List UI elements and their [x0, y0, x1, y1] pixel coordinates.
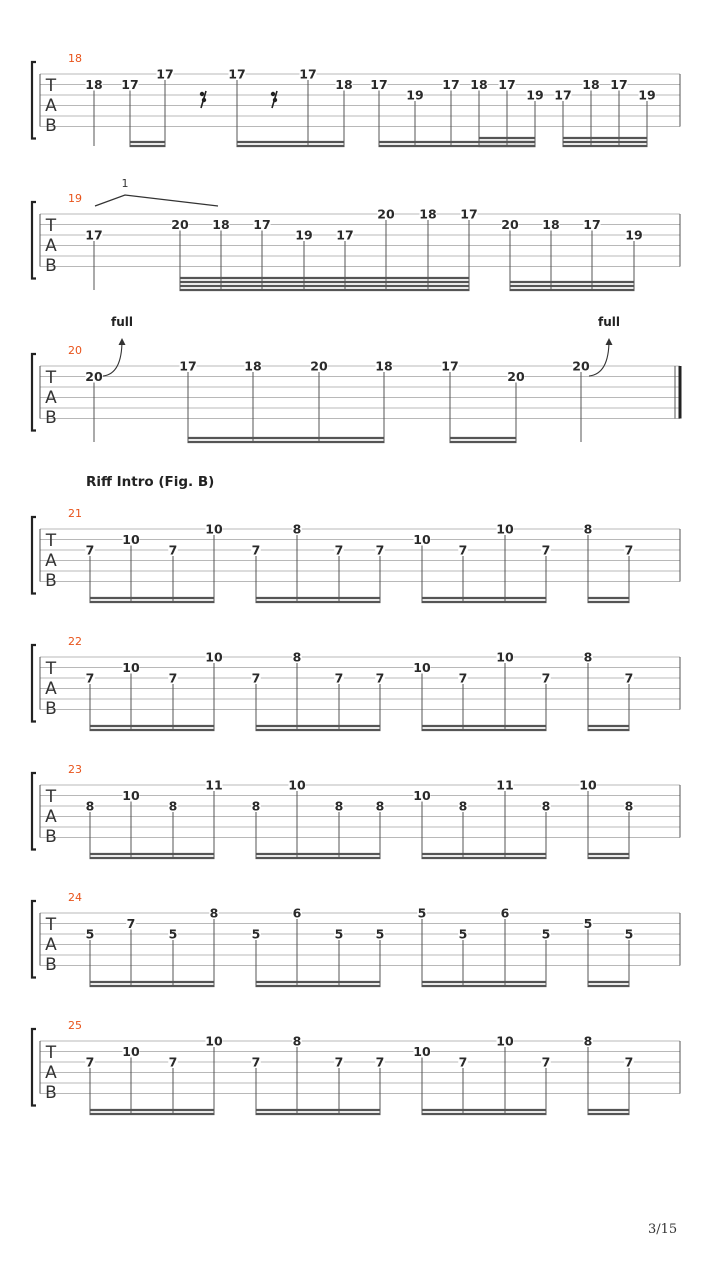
tab-system [32, 1019, 680, 1114]
page-number: 3/15 [648, 1222, 678, 1237]
fret-number: 7 [458, 1054, 468, 1070]
system-bracket [32, 773, 36, 850]
bend-curve [589, 340, 609, 376]
tuplet-number: 1 [121, 177, 129, 190]
measure-number: 25 [68, 1019, 82, 1032]
fret-number: 17 [583, 217, 601, 232]
tab-letter: A [45, 236, 57, 256]
fret-number: 7 [624, 1054, 634, 1070]
fret-number: 7 [126, 916, 136, 931]
fret-number: 10 [579, 777, 597, 793]
tab-system [32, 891, 680, 986]
fret-number: 7 [334, 1054, 344, 1070]
measure-number: 23 [68, 763, 82, 776]
fret-number: 5 [251, 926, 261, 942]
fret-number: 10 [496, 521, 514, 537]
fret-number: 10 [413, 660, 431, 675]
fret-number: 18 [85, 77, 103, 92]
fret-number: 7 [168, 542, 178, 558]
fret-number: 7 [541, 670, 551, 686]
fret-number: 10 [496, 1033, 514, 1049]
fret-number: 20 [171, 217, 189, 232]
fret-number: 19 [625, 227, 643, 243]
fret-number: 10 [413, 1044, 431, 1059]
fret-number: 5 [375, 926, 385, 942]
fret-number: 20 [501, 217, 519, 232]
fret-number: 7 [168, 1054, 178, 1070]
fret-number: 20 [377, 206, 395, 222]
fret-number: 10 [496, 649, 514, 665]
fret-number: 17 [179, 358, 197, 374]
tab-letter: A [45, 679, 57, 699]
fret-number: 17 [554, 87, 572, 103]
fret-number: 5 [168, 926, 178, 942]
fret-number: 7 [375, 542, 385, 558]
rest-dot [271, 92, 275, 96]
tab-letter: A [45, 96, 57, 116]
fret-number: 8 [334, 798, 344, 814]
fret-number: 20 [85, 369, 103, 384]
fret-number: 8 [583, 521, 593, 537]
tab-letter: B [45, 699, 57, 719]
fret-number: 10 [413, 532, 431, 547]
fret-number: 18 [470, 77, 488, 92]
fret-number: 7 [541, 1054, 551, 1070]
tab-letter: B [45, 827, 57, 847]
fret-number: 7 [458, 670, 468, 686]
bend-arrow [606, 338, 613, 345]
fret-number: 7 [85, 670, 95, 686]
system-bracket [32, 202, 36, 279]
fret-number: 11 [205, 777, 223, 793]
fret-number: 7 [541, 542, 551, 558]
rest-dot [200, 92, 204, 96]
tab-letter: A [45, 1063, 57, 1083]
tab-letter: A [45, 935, 57, 955]
fret-number: 7 [375, 1054, 385, 1070]
fret-number: 17 [121, 77, 139, 92]
tab-letter: B [45, 955, 57, 975]
fret-number: 8 [541, 798, 551, 814]
fret-number: 17 [336, 227, 354, 243]
tab-letter: T [45, 531, 57, 551]
tab-letter: B [45, 408, 57, 428]
fret-number: 18 [375, 358, 393, 374]
fret-number: 17 [253, 217, 271, 232]
fret-number: 17 [228, 66, 246, 82]
tab-letter: A [45, 551, 57, 571]
bend-curve [103, 340, 122, 376]
tab-letter: T [45, 915, 57, 935]
tab-system [32, 507, 680, 602]
fret-number: 19 [638, 87, 656, 103]
fret-number: 8 [292, 649, 302, 665]
fret-number: 8 [85, 798, 95, 814]
fret-number: 8 [624, 798, 634, 814]
fret-number: 7 [251, 670, 261, 686]
fret-number: 7 [334, 670, 344, 686]
fret-number: 7 [168, 670, 178, 686]
system-bracket [32, 354, 36, 431]
fret-number: 18 [244, 358, 262, 374]
fret-number: 6 [292, 905, 302, 921]
tab-letter: B [45, 116, 57, 136]
measure-number: 24 [68, 891, 82, 904]
fret-number: 17 [156, 66, 174, 82]
fret-number: 18 [419, 206, 437, 222]
fret-number: 17 [441, 358, 459, 374]
fret-number: 10 [205, 1033, 223, 1049]
fret-number: 7 [251, 542, 261, 558]
fret-number: 19 [406, 87, 424, 103]
fret-number: 7 [624, 670, 634, 686]
fret-number: 18 [542, 217, 560, 232]
fret-number: 10 [205, 649, 223, 665]
tab-letter: T [45, 659, 57, 679]
fret-number: 8 [209, 905, 219, 921]
fret-number: 19 [526, 87, 544, 103]
fret-number: 17 [370, 77, 388, 92]
fret-number: 19 [295, 227, 313, 243]
rest-dot [202, 98, 206, 102]
fret-number: 8 [458, 798, 468, 814]
fret-number: 8 [292, 521, 302, 537]
tab-letter: T [45, 787, 57, 807]
fret-number: 8 [583, 649, 593, 665]
measure-number: 21 [68, 507, 82, 520]
tuplet-bracket [95, 195, 218, 206]
tab-letter: B [45, 256, 57, 276]
tab-letter: T [45, 368, 57, 388]
fret-number: 20 [310, 358, 328, 374]
bend-label: full [111, 315, 133, 329]
fret-number: 11 [496, 777, 514, 793]
tab-letter: B [45, 1083, 57, 1103]
fret-number: 17 [442, 77, 460, 92]
fret-number: 18 [335, 77, 353, 92]
fret-number: 7 [85, 542, 95, 558]
system-bracket [32, 645, 36, 722]
rest-dot [273, 98, 277, 102]
system-bracket [32, 62, 36, 139]
system-bracket [32, 901, 36, 978]
fret-number: 10 [288, 777, 306, 793]
section-label: Riff Intro (Fig. B) [86, 474, 215, 490]
fret-number: 10 [122, 788, 140, 803]
fret-number: 5 [583, 916, 593, 931]
fret-number: 5 [458, 926, 468, 942]
measure-number: 20 [68, 344, 82, 357]
fret-number: 17 [299, 66, 317, 82]
fret-number: 20 [572, 358, 590, 374]
system-bracket [32, 517, 36, 594]
fret-number: 8 [292, 1033, 302, 1049]
fret-number: 20 [507, 369, 525, 384]
fret-number: 8 [583, 1033, 593, 1049]
fret-number: 18 [582, 77, 600, 92]
measure-number: 18 [68, 52, 82, 65]
fret-number: 8 [375, 798, 385, 814]
fret-number: 6 [500, 905, 510, 921]
fret-number: 7 [334, 542, 344, 558]
tab-system [32, 52, 680, 146]
tab-letter: T [45, 216, 57, 236]
tab-system [32, 315, 680, 442]
tab-letter: T [45, 76, 57, 96]
fret-number: 5 [541, 926, 551, 942]
fret-number: 17 [610, 77, 628, 92]
fret-number: 10 [205, 521, 223, 537]
tab-letter: B [45, 571, 57, 591]
fret-number: 8 [251, 798, 261, 814]
measure-number: 19 [68, 192, 82, 205]
bend-label: full [598, 315, 620, 329]
fret-number: 10 [122, 660, 140, 675]
fret-number: 17 [498, 77, 516, 92]
fret-number: 17 [460, 206, 478, 222]
fret-number: 5 [334, 926, 344, 942]
fret-number: 18 [212, 217, 230, 232]
tab-letter: A [45, 807, 57, 827]
system-bracket [32, 1029, 36, 1106]
tab-system [32, 177, 680, 290]
tab-system [32, 635, 680, 730]
fret-number: 7 [458, 542, 468, 558]
fret-number: 5 [624, 926, 634, 942]
fret-number: 7 [624, 542, 634, 558]
fret-number: 17 [85, 227, 103, 243]
fret-number: 10 [413, 788, 431, 803]
fret-number: 7 [251, 1054, 261, 1070]
bend-arrow [119, 338, 126, 345]
fret-number: 10 [122, 532, 140, 547]
tab-letter: T [45, 1043, 57, 1063]
fret-number: 8 [168, 798, 178, 814]
fret-number: 7 [85, 1054, 95, 1070]
fret-number: 5 [85, 926, 95, 942]
fret-number: 7 [375, 670, 385, 686]
fret-number: 5 [417, 905, 427, 921]
fret-number: 10 [122, 1044, 140, 1059]
measure-number: 22 [68, 635, 82, 648]
tab-system [32, 763, 680, 858]
tab-letter: A [45, 388, 57, 408]
